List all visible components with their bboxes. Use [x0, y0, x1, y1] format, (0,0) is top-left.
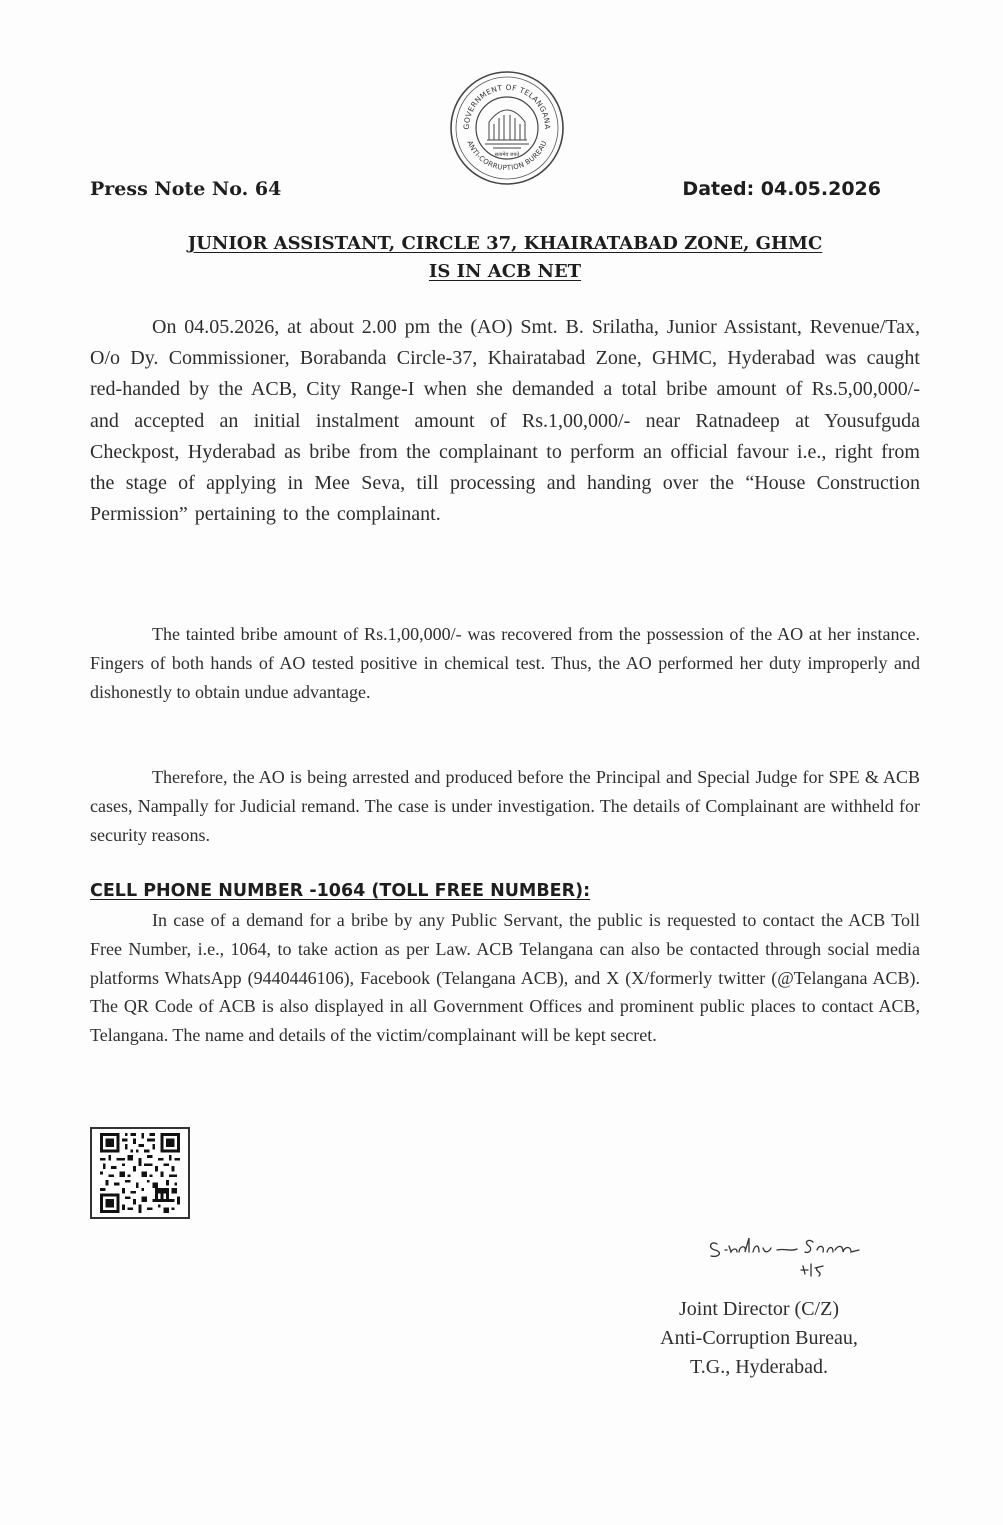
signatory-block [600, 1295, 918, 1382]
signatory-location: T.G., Hyderabad. [690, 1356, 828, 1378]
toll-free-heading: CELL PHONE NUMBER -1064 (TOLL FREE NUMBER): [90, 881, 591, 901]
press-note-number: Press Note No. 64 [90, 178, 282, 200]
press-note-title [90, 230, 920, 286]
signatory-office: Anti-Corruption Bureau, [660, 1327, 858, 1349]
paragraph-incident: On 04.05.2026, at about 2.00 pm the (AO) Smt. B. Srilatha, Junior Assistant, Revenue/Tax, O/o Dy. Commissioner, Borabanda Circle-37, Khairatabad Zone, GHMC, Hyderabad was caught red-handed by the ACB, City Range-I when she demanded a total bribe amount of Rs.5,00,000/- and accepted an initial instalment amount of Rs.1,00,000/- near Ratnadeep at Yousufguda Checkpost, Hyderabad as bribe from the complainant to perform an official favour i.e., right from the stage of applying in Mee Seva, till processing and handing over the “House Construction Permission” pertaining to the complainant. [90, 316, 920, 526]
paragraph-arrest: Therefore, the AO is being arrested and produced before the Principal and Special Judge for SPE & ACB cases, Nampally for Judicial remand. The case is under investigation. The details of Complainant are withheld for security reasons. [90, 767, 920, 845]
svg-text:GOVERNMENT OF TELANGANA [462, 83, 552, 130]
paragraph-contact-info: In case of a demand for a bribe by any Public Servant, the public is requested to contact the ACB Toll Free Number, i.e., 1064, to take action as per Law. ACB Telangana can also be contacted through social media platforms WhatsApp (9440446106), Facebook (Telangana ACB), and X (X/formerly twitter (@Telangana ACB). The QR Code of ACB is also displayed in all Government Offices and prominent public places to contact ACB, Telangana. The name and details of the victim/complainant will be kept secret. [90, 910, 920, 1046]
handwritten-signature [705, 1230, 865, 1285]
acb-seal-emblem [447, 68, 567, 188]
title-line-2: IS IN ACB NET [428, 261, 582, 282]
title-line-1: JUNIOR ASSISTANT, CIRCLE 37, KHAIRATABAD ZONE, GHMC [187, 233, 823, 254]
seal-bottom-text: ANTI-CORRUPTION BUREAU [465, 139, 549, 173]
qr-code-icon [96, 1133, 184, 1213]
paragraph-recovery: The tainted bribe amount of Rs.1,00,000/- was recovered from the possession of the AO at her instance. Fingers of both hands of AO tested positive in chemical test. Thus, the AO performed her duty improperly and dishonestly to obtain undue advantage. [90, 624, 920, 702]
acb-qr-code [90, 1127, 190, 1219]
seal-top-text: GOVERNMENT OF TELANGANA [461, 82, 553, 130]
signatory-designation: Joint Director (C/Z) [679, 1298, 839, 1320]
press-note-date: Dated: 04.05.2026 [682, 178, 881, 200]
seal-motto: सत्यमेव जयते [494, 152, 520, 158]
